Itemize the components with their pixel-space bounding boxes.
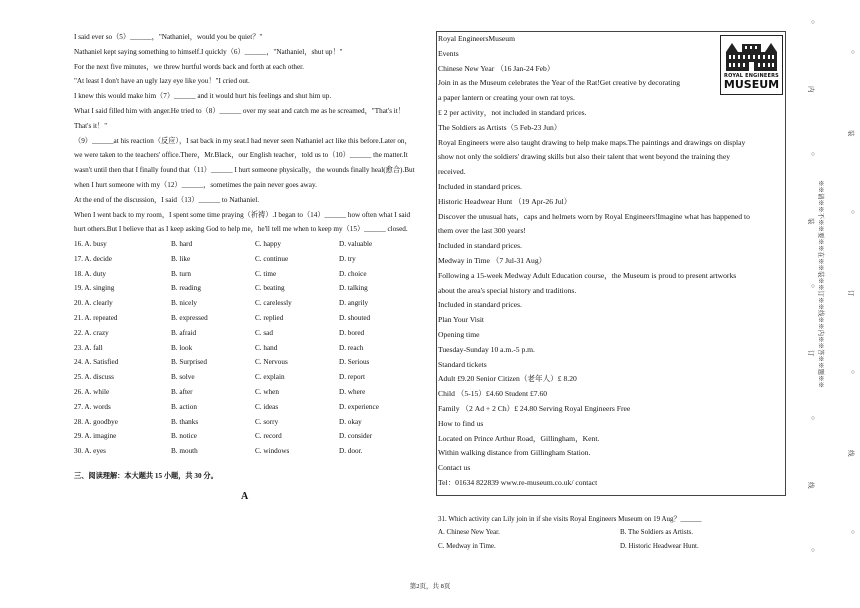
option-choice: C. ideas — [255, 402, 279, 411]
binding-mark: 线 — [807, 482, 814, 489]
museum-line: The Soldiers as Artists（5 Feb-23 Jun） — [438, 122, 562, 132]
binding-mark: ○ — [849, 50, 856, 54]
option-choice: D. consider — [339, 432, 373, 441]
option-choice: B. hard — [171, 240, 193, 248]
museum-line: Family （2 Ad + 2 Ch）£ 24.80 Serving Royal Engineers Free — [438, 403, 631, 413]
museum-line: Included in standard prices. — [438, 181, 522, 191]
option-choice: D. try — [339, 254, 356, 263]
museum-line: £ 2 per activity，not included in standard prices. — [438, 107, 587, 117]
option-row — [74, 311, 426, 326]
option-row — [74, 267, 426, 282]
museum-line: Following a 15-week Medway Adult Education course，the Museum is proud to present artworks — [438, 270, 737, 280]
option-choice: D. Serious — [339, 358, 370, 367]
binding-mark: ○ — [849, 370, 856, 374]
option-row — [74, 237, 426, 252]
museum-line: received. — [438, 167, 466, 177]
museum-line: Child （5-15）£4.60 Student £7.60 — [438, 389, 548, 399]
option-choice: B. solve — [171, 373, 195, 382]
option-choice: C. carelessly — [255, 299, 292, 308]
option-choice: D. talking — [339, 284, 368, 293]
option-choice: C. when — [255, 387, 279, 396]
option-choice: 30. A. eyes — [74, 447, 106, 456]
binding-mark: ○ — [849, 210, 856, 214]
passage-line: I said ever so（5）______，"Nathaniel，would you be quiet？" — [74, 33, 263, 41]
option-choice: 20. A. clearly — [74, 299, 113, 308]
building-icon — [724, 38, 779, 72]
option-choice: 27. A. words — [74, 402, 111, 411]
option-choice: C. continue — [255, 254, 289, 263]
museum-line: Events — [438, 48, 459, 58]
museum-line: Medway in Time （7 Jul-31 Aug） — [438, 255, 547, 265]
option-row — [74, 429, 426, 444]
option-row — [74, 326, 426, 341]
q31-option-d: D. Historic Headwear Hunt. — [620, 542, 699, 550]
museum-line: them over the last 300 years! — [438, 226, 526, 236]
museum-line: How to find us — [438, 418, 484, 428]
option-choice: C. happy — [255, 240, 281, 248]
question-31: 31. Which activity can Lily join in if she visits Royal Engineers Museum on 19 Aug？______ — [438, 515, 702, 523]
option-choice: 17. A. decide — [74, 254, 112, 263]
passage — [74, 30, 426, 237]
option-choice: C. sorry — [255, 417, 279, 426]
museum-line: Tuesday-Sunday 10 a.m.-5 p.m. — [438, 344, 535, 354]
binding-mark: 装 — [807, 218, 814, 225]
option-choice: D. where — [339, 387, 366, 396]
logo-line1: ROYAL ENGINEERS — [724, 73, 779, 79]
option-choice: D. experience — [339, 402, 379, 411]
option-choice: B. reading — [171, 284, 201, 293]
option-choice: B. Surprised — [171, 358, 207, 367]
binding-mark: 内 — [807, 86, 814, 93]
option-choice: B. look — [171, 343, 193, 352]
passage-a-label: A — [241, 491, 249, 502]
option-choice: 28. A. goodbye — [74, 417, 118, 426]
museum-line: Discover the unusual hats，caps and helmets worn by Royal Engineers!Imagine what has happened to — [438, 211, 750, 221]
museum-line: Royal EngineersMuseum — [438, 34, 515, 43]
passage-line: when I hurt someone with my（12）______，sometimes the pain never goes away. — [74, 180, 317, 189]
museum-line: Contact us — [438, 463, 471, 473]
question-31-options — [438, 528, 788, 556]
museum-line: about the area's special history and traditions. — [438, 285, 577, 295]
section-3-heading: 三、阅读理解：本大题共 15 小题，共 30 分。 — [74, 472, 218, 480]
option-choice: C. hand — [255, 343, 278, 352]
binding-mark: 订 — [807, 350, 814, 357]
option-row — [74, 341, 426, 356]
option-choice: C. explain — [255, 373, 285, 382]
option-choice: D. okay — [339, 417, 362, 426]
museum-line: Within walking distance from Gillingham Station. — [438, 448, 591, 458]
option-choice: B. after — [171, 387, 193, 396]
option-choice: 25. A. discuss — [74, 373, 114, 382]
museum-line: Chinese New Year （16 Jan-24 Feb） — [438, 63, 555, 73]
option-choice: B. mouth — [171, 447, 198, 456]
option-choice: C. record — [255, 432, 282, 441]
option-choice: C. beating — [255, 284, 285, 293]
option-row — [74, 370, 426, 385]
option-choice: B. action — [171, 402, 197, 411]
page-footer: 第2页，共 8页 — [409, 583, 451, 590]
binding-mark: ○ — [809, 284, 816, 288]
museum-line: Standard tickets — [438, 359, 487, 369]
passage-line: What I said filled him with anger.He tried to（8）______ over my seat and catch me as he screamed，"That's it！ — [74, 106, 405, 115]
binding-mark: ○ — [849, 530, 856, 534]
option-choice: 18. A. duty — [74, 269, 106, 278]
binding-mark: 装 — [847, 130, 854, 137]
option-choice: D. valuable — [339, 240, 373, 248]
option-choice: B. notice — [171, 432, 197, 441]
binding-warning-text: ※※请※※不※※要※※在※※装※※订※※线※※内※※答※※题※※ — [817, 180, 824, 388]
binding-margin — [796, 0, 860, 608]
option-row — [74, 281, 426, 296]
option-choice: 29. A. imagine — [74, 432, 117, 441]
q31-option-b: B. The Soldiers as Artists. — [620, 528, 693, 536]
museum-line: Included in standard prices. — [438, 241, 522, 251]
option-row — [74, 415, 426, 430]
option-row — [74, 252, 426, 267]
option-choice: 23. A. fall — [74, 343, 103, 352]
museum-line: Historic Headwear Hunt （19 Apr-26 Jul） — [438, 196, 572, 206]
binding-mark: ○ — [809, 20, 816, 24]
cloze-options — [74, 237, 426, 459]
passage-line: That's it！" — [74, 121, 108, 130]
option-choice: B. thanks — [171, 417, 199, 426]
option-choice: D. shouted — [339, 313, 371, 322]
binding-mark: ○ — [809, 548, 816, 552]
option-choice: C. replied — [255, 313, 284, 322]
option-choice: D. bored — [339, 328, 365, 337]
museum-line: Adult £9.20 Senior Citizen（老年人）£ 8.20 — [438, 374, 577, 384]
museum-logo — [720, 35, 783, 95]
museum-line: Tel：01634 822839 www.re-museum.co.uk/ contact — [438, 477, 598, 487]
option-row — [74, 400, 426, 415]
option-choice: D. report — [339, 373, 365, 382]
museum-line: Included in standard prices. — [438, 300, 522, 310]
museum-line: Plan Your Visit — [438, 315, 485, 325]
museum-line: Royal Engineers were also taught drawing to help make maps.The paintings and drawings on display — [438, 137, 746, 147]
passage-line: I knew this would make him（7）______ and it would hurt his feelings and shut him up. — [74, 92, 332, 101]
museum-text — [438, 32, 784, 491]
option-row — [74, 355, 426, 370]
passage-line: wasn't until then that I finally found that（11）______ I hurt someone physically，the wounds finally heal(愈合).But — [74, 166, 415, 175]
q31-option-a: A. Chinese New Year. — [438, 528, 500, 536]
option-choice: C. time — [255, 269, 277, 278]
passage-line: （9）______at his reaction（反应），I sat back in my seat.I had never seen Nathaniel act like this before.Later on， — [74, 136, 412, 145]
option-choice: D. angrily — [339, 299, 369, 308]
option-choice: B. afraid — [171, 328, 197, 337]
q31-option-c: C. Medway in Time. — [438, 542, 496, 550]
passage-line: we were taken to the teachers' office.There，Mr.Black，our English teacher，told us to（10）______ the matter.It — [74, 151, 408, 160]
binding-mark: 线 — [847, 450, 854, 457]
passage-line: When I went back to my room，I spent some time praying（祈祷）.I began to（14）______ how often what I said — [74, 210, 411, 219]
option-choice: 26. A. while — [74, 387, 110, 396]
museum-line: Located on Prince Arthur Road，Gillingham，Kent. — [438, 433, 600, 443]
binding-mark: ○ — [809, 416, 816, 420]
option-row — [74, 385, 426, 400]
passage-line: At the end of the discussion，I said（13）______ to Nathaniel. — [74, 195, 260, 204]
option-choice: D. choice — [339, 269, 367, 278]
passage-line: For the next five minutes，we threw hurtful words back and forth at each other. — [74, 62, 304, 71]
museum-line: show not only the soldiers' drawing skills but also their talent that went beyond the training they — [438, 152, 730, 162]
option-row — [74, 444, 426, 459]
passage-line: Nathaniel kept saying something to himself.I quickly（6）______，"Nathaniel，shut up！" — [74, 47, 343, 56]
option-choice: D. reach — [339, 343, 364, 352]
option-choice: B. like — [171, 254, 191, 263]
passage-line: "At least I don't have an ugly lazy eye like you！"I cried out. — [74, 77, 250, 86]
option-row — [74, 296, 426, 311]
museum-line: a paper lantern or creating your own rat toys. — [438, 93, 575, 103]
option-choice: B. turn — [171, 269, 191, 278]
passage-line: hurt others.But I believe that as I keep asking God to help me，he'll tell me when to keep my（15）______ closed. — [74, 225, 408, 234]
option-choice: D. door. — [339, 447, 363, 456]
logo-line2: MUSEUM — [723, 78, 780, 91]
option-choice: 21. A. repeated — [74, 313, 118, 322]
option-choice: C. windows — [255, 447, 290, 456]
option-choice: B. expressed — [171, 313, 208, 322]
binding-mark: 订 — [847, 290, 854, 297]
museum-line: Join in as the Museum celebrates the Year of the Rat!Get creative by decorating — [438, 78, 681, 88]
option-choice: 16. A. busy — [74, 240, 107, 248]
option-choice: 24. A. Satisfied — [74, 358, 119, 367]
binding-mark: ○ — [809, 152, 816, 156]
option-choice: 19. A. singing — [74, 284, 115, 293]
museum-line: Opening time — [438, 329, 480, 339]
option-choice: 22. A. crazy — [74, 328, 109, 337]
option-choice: B. nicely — [171, 299, 197, 308]
option-choice: C. sad — [255, 328, 273, 337]
option-choice: C. Nervous — [255, 358, 288, 367]
